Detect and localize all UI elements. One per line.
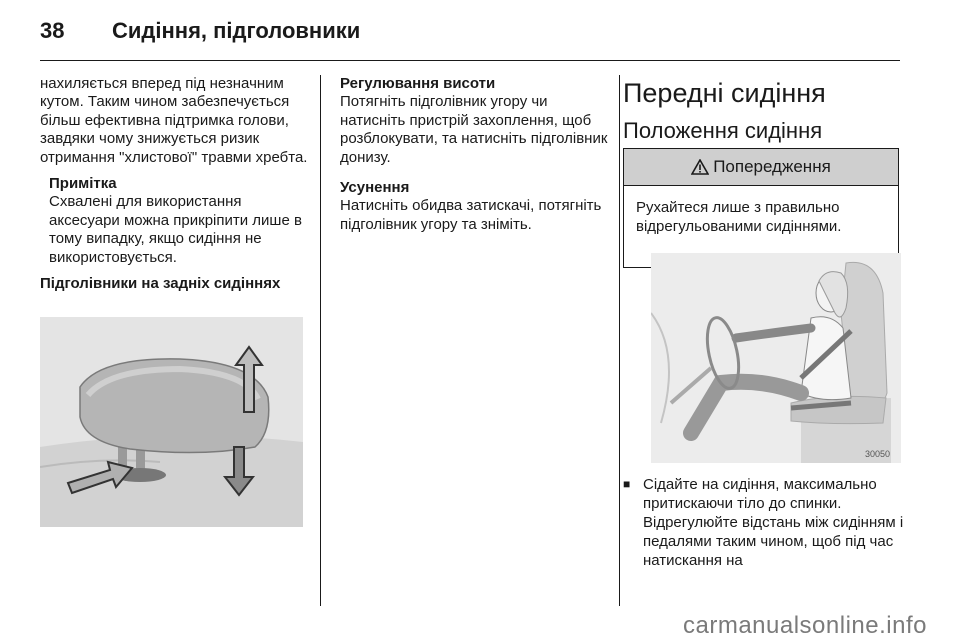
warning-text: Рухайтеся лише з правильно відрегульованими сидіннями. [636, 199, 842, 235]
intro-paragraph: нахиляється вперед під незначним кутом. Таким чином забезпечується більш ефективна підтримка голови, завдяки чому знижується ризик отримання "хлистової" травми хребта. [40, 75, 308, 166]
note-block [49, 175, 312, 267]
header-divider [40, 60, 900, 61]
right-column-headings [623, 78, 908, 144]
warning-box [623, 148, 899, 268]
heading-front-seats: Передні сидіння [623, 78, 826, 108]
driver-seat-illustration [651, 253, 901, 463]
warning-triangle-icon [691, 159, 709, 175]
note-text: Схвалені для використання аксесуари можна прикріпити лише в тому випадку, якщо сидіння не використовується. [49, 193, 302, 266]
removal-text: Натисніть обидва затискачі, потягніть підголівник угору та зніміть. [340, 197, 602, 233]
warning-title: Попередження [713, 157, 831, 176]
height-adjust-title: Регулювання висоти [340, 75, 496, 92]
watermark: carmanualsonline.info [683, 612, 927, 639]
bullet-list [623, 475, 908, 570]
page-header [0, 0, 960, 60]
section-title-rear-headrests: Підголівники на задніх сидіннях [40, 275, 281, 293]
chapter-title: Сидіння, підголовники [112, 18, 361, 43]
heading-seat-position: Положення сидіння [623, 118, 823, 143]
warning-header [624, 149, 898, 186]
page-number: 38 [40, 18, 65, 43]
left-column [40, 75, 312, 293]
figure-number: 30050 [865, 449, 891, 459]
middle-column [340, 75, 610, 242]
bullet-text: Сідайте на сидіння, максимально притискаючи тіло до спинки. Відрегулюйте відстань між сидінням і педалями таким чином, щоб під час натискання на [643, 476, 904, 569]
column-divider-2 [619, 75, 620, 606]
rear-headrest-illustration [40, 317, 303, 527]
note-title: Примітка [49, 175, 117, 193]
bullet-square-icon: ■ [623, 477, 631, 491]
column-divider-1 [320, 75, 321, 606]
removal-title: Усунення [340, 179, 410, 197]
list-item [623, 475, 908, 570]
height-adjust-text: Потягніть підголівник угору чи натисніть пристрій захоплення, щоб розблокувати, та натисніть підголівник донизу. [340, 93, 608, 166]
